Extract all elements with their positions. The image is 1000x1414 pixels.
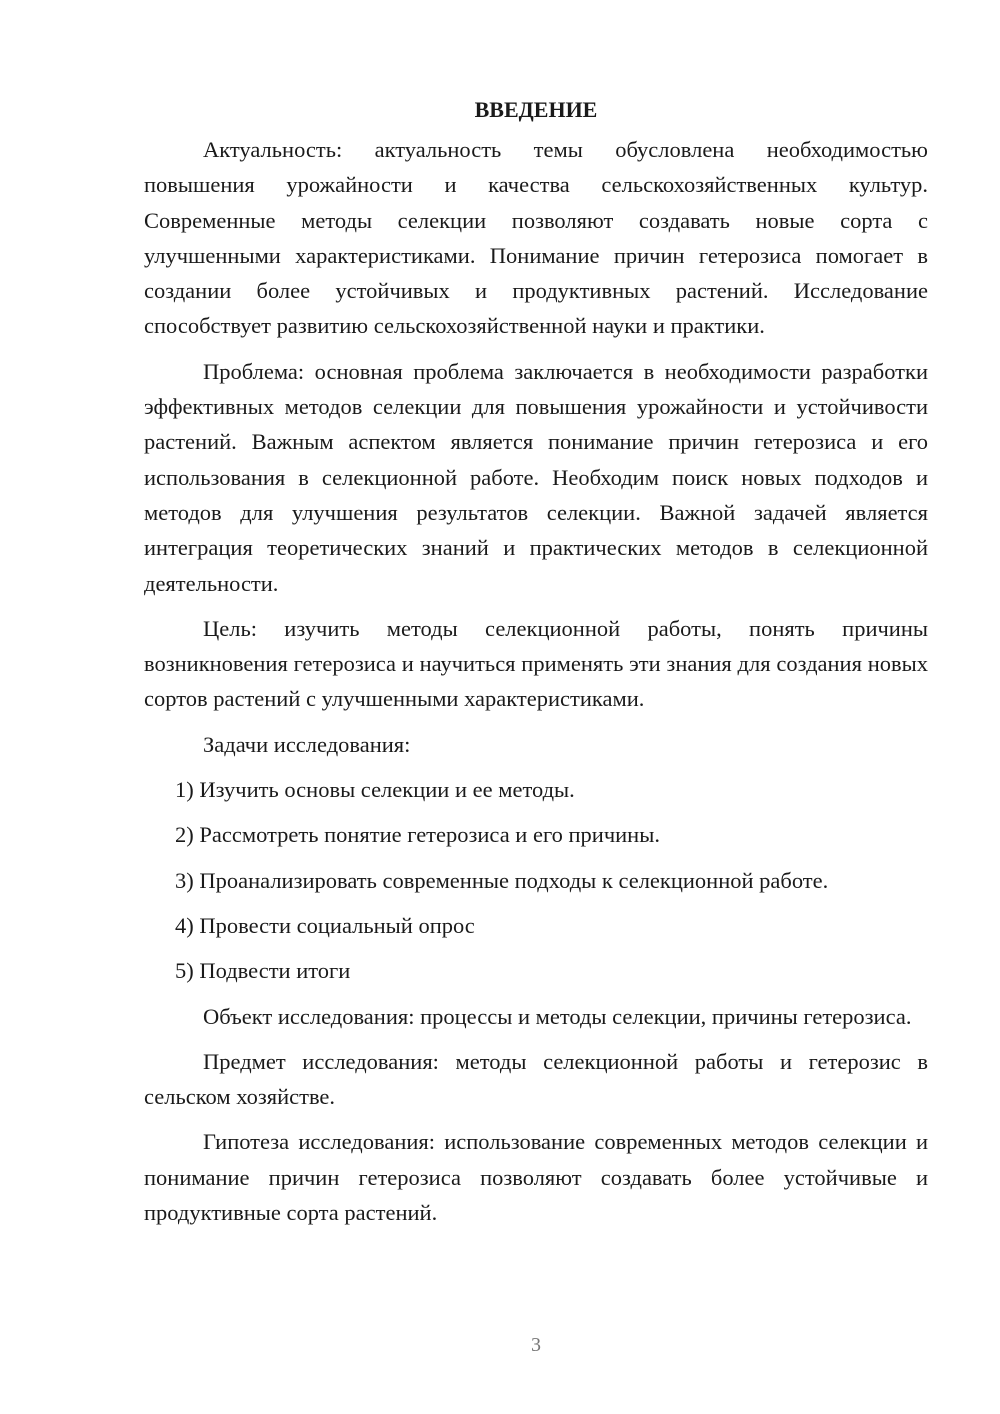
task-item: 5) Подвести итоги xyxy=(175,958,351,984)
problem-paragraph: Проблема: основная проблема заключается в необходимости разработки эффективных методов селекции для повышения урожайности и устойчивости растений. Важным аспектом является понимание причин гетерозиса и его использования в селекционной работе. Необходим поиск новых подходов и методов для улучшения результатов селекции. Важной задачей является интеграция теоретических знаний и практических методов в селекционной деятельности. xyxy=(144,358,928,596)
section-title: ВВЕДЕНИЕ xyxy=(474,97,598,122)
hypothesis-paragraph: Гипотеза исследования: использование современных методов селекции и понимание причин гетерозиса позволяют создавать более устойчивые и продуктивные сорта растений. xyxy=(144,1129,928,1226)
document-page xyxy=(144,92,928,1240)
relevance-paragraph: Актуальность: актуальность темы обусловлена необходимостью повышения урожайности и качества сельскохозяйственных культур. Современные методы селекции позволяют создавать новые сорта с улучшенными характеристиками. Понимание причин гетерозиса помогает в создании более устойчивых и продуктивных растений. Исследование способствует развитию сельскохозяйственной науки и практики. xyxy=(144,137,928,339)
task-item: 4) Провести социальный опрос xyxy=(175,912,475,938)
tasks-list xyxy=(144,772,928,988)
object-paragraph: Объект исследования: процессы и методы селекции, причины гетерозиса. xyxy=(203,1003,912,1029)
task-item: 3) Проанализировать современные подходы к селекционной работе. xyxy=(175,867,829,893)
task-item: 1) Изучить основы селекции и ее методы. xyxy=(175,777,575,803)
subject-paragraph: Предмет исследования: методы селекционной работы и гетерозис в сельском хозяйстве. xyxy=(144,1048,928,1110)
task-item: 2) Рассмотреть понятие гетерозиса и его причины. xyxy=(175,822,660,848)
page-number: 3 xyxy=(531,1334,541,1356)
tasks-heading: Задачи исследования: xyxy=(203,731,411,757)
goal-paragraph: Цель: изучить методы селекционной работы, понять причины возникновения гетерозиса и научиться применять эти знания для создания новых сортов растений с улучшенными характеристиками. xyxy=(144,615,928,712)
